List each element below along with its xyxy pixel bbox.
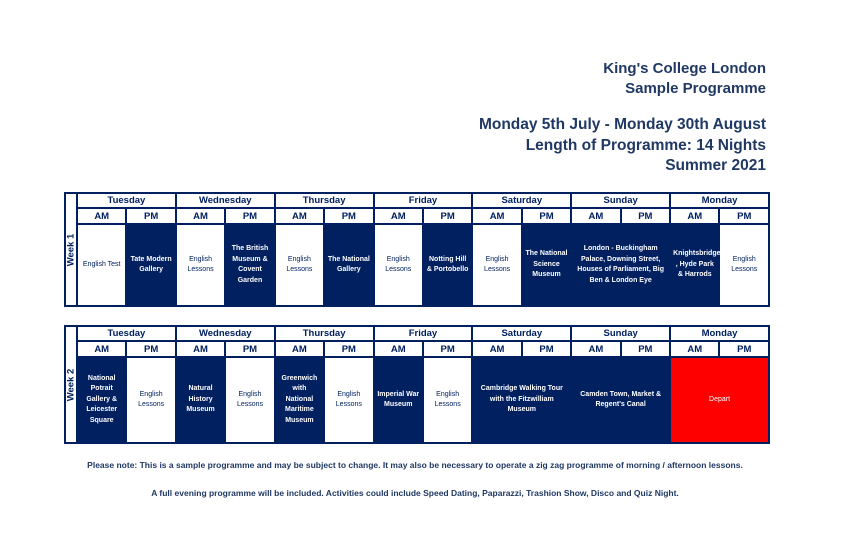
am-header: AM — [275, 341, 324, 357]
pm-header: PM — [522, 341, 571, 357]
week-label: Week 1 — [65, 193, 77, 306]
evening-programme-note: A full evening programme will be included. Activities could include Speed Dating, Paparazzi, Trashion Show, Disco and Quiz Night. — [151, 488, 679, 498]
am-header: AM — [275, 208, 324, 224]
activity-cell: Imperial War Museum — [374, 357, 423, 443]
activity-cell: English Lessons — [126, 357, 175, 443]
day-header-friday: Friday — [374, 326, 473, 341]
activity-cell: English Lessons — [423, 357, 472, 443]
day-header-thursday: Thursday — [275, 326, 374, 341]
day-header-wednesday: Wednesday — [176, 193, 275, 208]
pm-header: PM — [324, 208, 373, 224]
week-label: Week 2 — [65, 326, 77, 443]
activity-cell: Cambridge Walking Tour with the Fitzwilliam Museum — [472, 357, 571, 443]
am-header: AM — [571, 341, 620, 357]
activity-cell: English Lessons — [275, 224, 324, 306]
day-header-monday: Monday — [670, 193, 769, 208]
day-header-tuesday: Tuesday — [77, 326, 176, 341]
am-header: AM — [176, 341, 225, 357]
pm-header: PM — [126, 208, 175, 224]
activity-cell: Greenwich with National Maritime Museum — [275, 357, 324, 443]
pm-header: PM — [621, 208, 670, 224]
activity-cell: Notting Hill & Portobello — [423, 224, 472, 306]
activity-cell: London - Buckingham Palace, Downing Street, Houses of Parliament, Big Ben & London Eye — [571, 224, 670, 306]
day-header-friday: Friday — [374, 193, 473, 208]
programme-dates: Monday 5th July - Monday 30th August — [478, 116, 766, 133]
pm-header: PM — [621, 341, 670, 357]
pm-header: PM — [126, 341, 175, 357]
am-header: AM — [472, 208, 521, 224]
activity-cell: Camden Town, Market & Regent's Canal — [571, 357, 670, 443]
institution-name: King's College London — [603, 60, 766, 77]
day-header-saturday: Saturday — [472, 326, 571, 341]
programme-season: Summer 2021 — [665, 157, 766, 174]
pm-header: PM — [423, 341, 472, 357]
am-header: AM — [571, 208, 620, 224]
day-header-sunday: Sunday — [571, 193, 670, 208]
week-1-schedule-table — [64, 192, 770, 307]
day-header-tuesday: Tuesday — [77, 193, 176, 208]
am-header: AM — [176, 208, 225, 224]
activity-cell: English Test — [77, 224, 126, 306]
activity-cell: Tate Modern Gallery — [126, 224, 175, 306]
activity-cell: English Lessons — [719, 224, 769, 306]
activity-cell: National Potrait Gallery & Leicester Square — [77, 357, 126, 443]
activity-cell: Depart — [670, 357, 769, 443]
pm-header: PM — [225, 208, 274, 224]
week-2-schedule-table — [64, 325, 770, 444]
am-header: AM — [77, 341, 126, 357]
am-header: AM — [374, 208, 423, 224]
am-header: AM — [670, 341, 719, 357]
am-header: AM — [472, 341, 521, 357]
activity-cell: The National Science Museum — [522, 224, 571, 306]
activity-cell: English Lessons — [374, 224, 423, 306]
pm-header: PM — [719, 208, 769, 224]
institution-header — [603, 59, 766, 99]
activity-cell: The National Gallery — [324, 224, 373, 306]
day-header-wednesday: Wednesday — [176, 326, 275, 341]
pm-header: PM — [522, 208, 571, 224]
day-header-sunday: Sunday — [571, 326, 670, 341]
programme-title: Sample Programme — [625, 80, 766, 97]
activity-cell: Knightsbridge , Hyde Park & Harrods — [670, 224, 719, 306]
am-header: AM — [670, 208, 719, 224]
pm-header: PM — [423, 208, 472, 224]
am-header: AM — [374, 341, 423, 357]
activity-cell: English Lessons — [324, 357, 373, 443]
activity-cell: English Lessons — [176, 224, 225, 306]
disclaimer-note: Please note: This is a sample programme and may be subject to change. It may also be necessary to operate a zig zag programme of morning / afternoon lessons. — [87, 460, 743, 470]
activity-cell: Natural History Museum — [176, 357, 225, 443]
activity-cell: English Lessons — [472, 224, 521, 306]
programme-length: Length of Programme: 14 Nights — [525, 136, 766, 154]
programme-details — [479, 115, 766, 177]
activity-cell: English Lessons — [225, 357, 274, 443]
am-header: AM — [77, 208, 126, 224]
day-header-thursday: Thursday — [275, 193, 374, 208]
day-header-saturday: Saturday — [472, 193, 571, 208]
day-header-monday: Monday — [670, 326, 769, 341]
pm-header: PM — [324, 341, 373, 357]
pm-header: PM — [225, 341, 274, 357]
activity-cell: The British Museum & Covent Garden — [225, 224, 274, 306]
pm-header: PM — [719, 341, 769, 357]
